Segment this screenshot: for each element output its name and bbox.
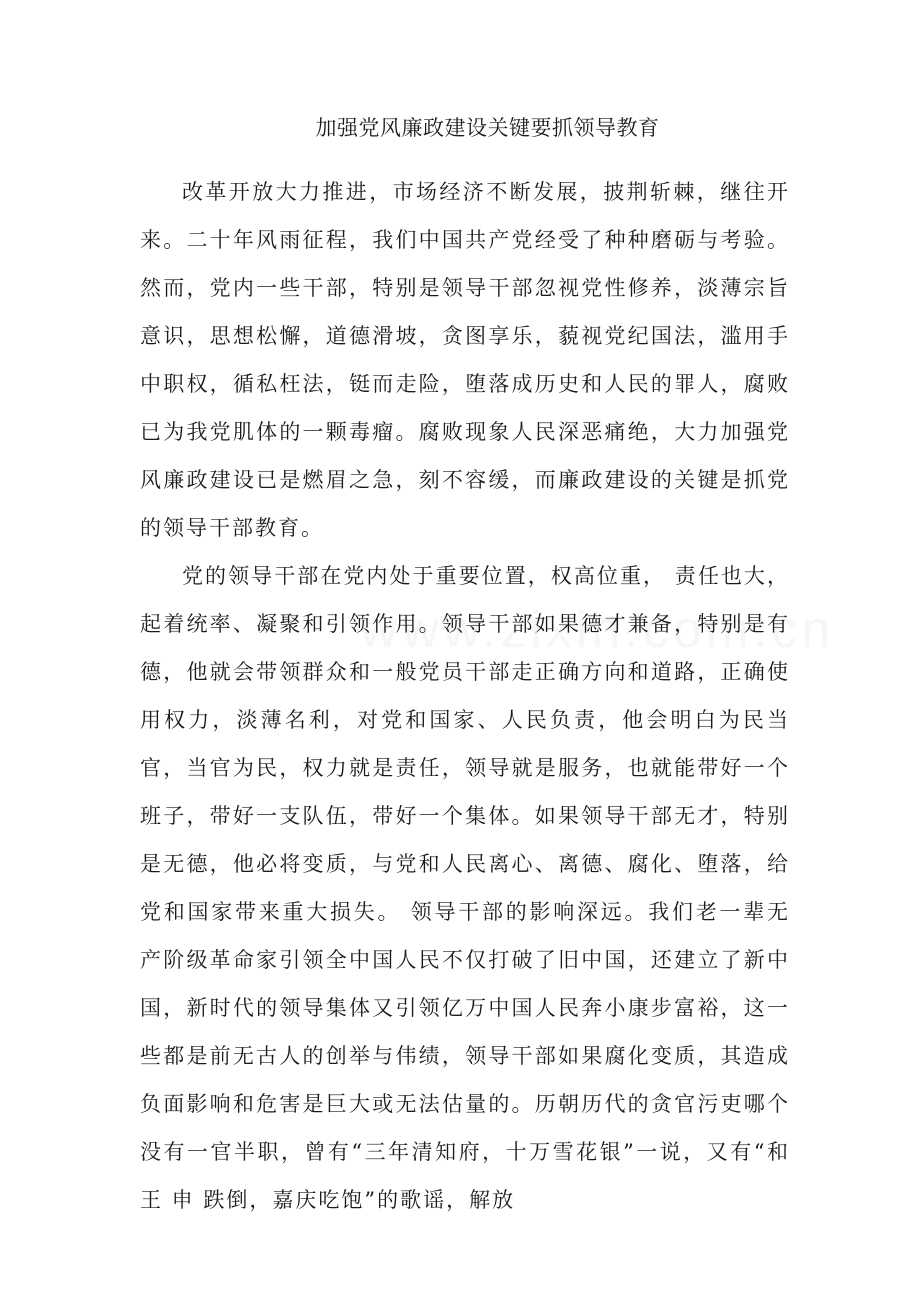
document-title: 加强党风廉政建设关键要抓领导教育: [315, 116, 660, 140]
document-body: [140, 168, 790, 1224]
paragraph-2: 党的领导干部在党内处于重要位置，权高位重， 责任也大，起着统率、凝聚和引领作用。领导干部如果德才兼备，特别是有德，他就会带领群众和一般党员干部走正确方向和道路，正确使用权力，淡薄名利，对党和国家、人民负责，他会明白为民当官，当官为民，权力就是责任，领导就是服务，也就能带好一个班子，带好一支队伍，带好一个集体。如果领导干部无才，特别是无德，他必将变质，与党和人民离心、离德、腐化、堕落，给党和国家带来重大损失。 领导干部的影响深远。我们老一辈无产阶级革命家引领全中国人民不仅打破了旧中国，还建立了新中国，新时代的领导集体又引领亿万中国人民奔小康步富裕，这一些都是前无古人的创举与伟绩，领导干部如果腐化变质，其造成负面影响和危害是巨大或无法估量的。历朝历代的贪官污吏哪个没有一官半职，曾有“三年清知府，十万雪花银”一说，又有“和王 申 跌倒，嘉庆吃饱”的歌谣，解放: [140, 564, 790, 1212]
paragraph-1: 改革开放大力推进，市场经济不断发展，披荆斩棘，继往开来。二十年风雨征程，我们中国共产党经受了种种磨砺与考验。然而，党内一些干部，特别是领导干部忽视党性修养，淡薄宗旨意识，思想松懈，道德滑坡，贪图享乐，藐视党纪国法，滥用手中职权，循私枉法，铤而走险，堕落成历史和人民的罪人，腐败已为我党肌体的一颗毒瘤。腐败现象人民深恶痛绝，大力加强党风廉政建设已是燃眉之急，刻不容缓，而廉政建设的关键是抓党的领导干部教育。: [140, 180, 790, 540]
